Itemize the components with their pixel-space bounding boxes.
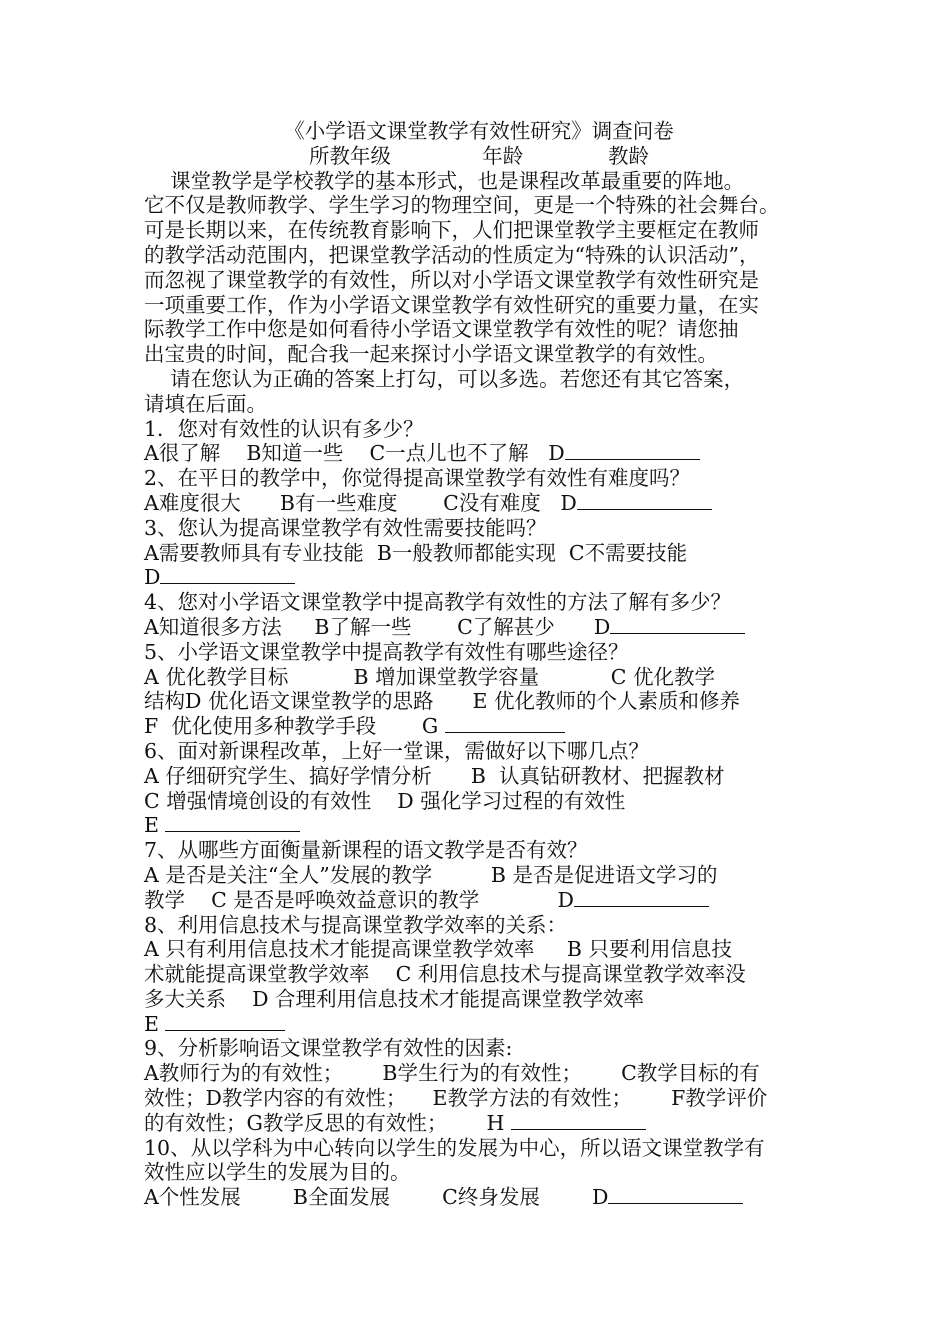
question-2: 2、在平日的教学中，你觉得提高课堂教学有效性有难度吗？ <box>144 466 691 491</box>
question-3: 3、您认为提高课堂教学有效性需要技能吗？ <box>144 515 547 540</box>
intro-line: 它不仅是教师教学、学生学习的物理空间，更是一个特殊的社会舞台。 <box>144 193 780 218</box>
question-5: 5、小学语文课堂教学中提高教学有效性有哪些途径？ <box>144 639 629 664</box>
question-1-options <box>144 441 814 466</box>
answer-blank[interactable] <box>574 888 709 907</box>
question-6: 6、面对新课程改革，上好一堂课，需做好以下哪几点？ <box>144 738 650 763</box>
questionnaire-page <box>144 119 814 1210</box>
options-text: A个性发展 B全面发展 C终身发展 D <box>144 1185 609 1210</box>
options-text: E <box>144 1011 166 1036</box>
answer-blank[interactable] <box>165 813 300 832</box>
answer-blank[interactable] <box>608 1185 743 1204</box>
question-6-options: A 仔细研究学生、搞好学情分析 B 认真钻研教材、把握教材 <box>144 763 725 788</box>
intro-line: 课堂教学是学校教学的基本形式，也是课程改革最重要的阵地。 <box>144 168 745 193</box>
intro-line: 而忽视了课堂教学的有效性，所以对小学语文课堂教学有效性研究是 <box>144 267 759 292</box>
question-8: 8、利用信息技术与提高课堂教学效率的关系： <box>144 912 568 937</box>
options-text: A知道很多方法 B了解一些 C了解甚少 D <box>144 614 611 639</box>
question-9-options <box>144 1111 814 1136</box>
question-7-options: A 是否是关注“全人”发展的教学 B 是否是促进语文学习的 <box>144 862 718 887</box>
options-text: 的有效性；G教学反思的有效性； H <box>144 1110 511 1135</box>
answer-blank[interactable] <box>610 615 745 634</box>
intro-line: 出宝贵的时间，配合我一起来探讨小学语文课堂教学的有效性。 <box>144 342 718 367</box>
question-8-options <box>144 1012 814 1037</box>
answer-blank[interactable] <box>511 1111 646 1130</box>
answer-blank[interactable] <box>577 491 712 510</box>
options-text: E <box>144 813 166 838</box>
question-6-options <box>144 813 814 838</box>
options-text: A难度很大 B有一些难度 C没有难度 D <box>144 490 577 515</box>
options-text: A很了解 B知道一些 C一点儿也不了解 D <box>144 441 565 466</box>
options-text: D <box>144 565 161 590</box>
question-8-options: 多大关系 D 合理利用信息技术才能提高课堂教学效率 <box>144 986 645 1011</box>
question-10-options <box>144 1185 814 1210</box>
question-3-options-d <box>144 565 814 590</box>
answer-blank[interactable] <box>160 565 295 584</box>
question-9-options: A教师行为的有效性； B学生行为的有效性； C教学目标的有 <box>144 1061 760 1086</box>
answer-blank[interactable] <box>565 441 700 460</box>
question-10: 10、从以学科为中心转向以学生的发展为中心，所以语文课堂教学有 <box>144 1135 765 1160</box>
options-text: F 优化使用多种教学手段 G <box>144 714 445 739</box>
question-10: 效性应以学生的发展为目的。 <box>144 1160 411 1185</box>
question-4: 4、您对小学语文课堂教学中提高教学有效性的方法了解有多少？ <box>144 590 732 615</box>
question-5-options: 结构D 优化语文课堂教学的思路 E 优化教师的个人素质和修养 <box>144 689 741 714</box>
question-5-options: A 优化教学目标 B 增加课堂教学容量 C 优化教学 <box>144 664 715 689</box>
question-8-options: A 只有利用信息技术才能提高课堂教学效率 B 只要利用信息技 <box>144 937 732 962</box>
teacher-info-line: 所教年级 年龄 教龄 <box>309 143 649 168</box>
answer-blank[interactable] <box>165 1012 285 1031</box>
question-4-options <box>144 615 814 640</box>
question-6-options: C 增强情境创设的有效性 D 强化学习过程的有效性 <box>144 788 626 813</box>
question-2-options <box>144 491 814 516</box>
options-text: 教学 C 是否是呼唤效益意识的教学 D <box>144 887 574 912</box>
question-7: 7、从哪些方面衡量新课程的语文教学是否有效？ <box>144 838 588 863</box>
instruction-line: 请填在后面。 <box>144 391 267 416</box>
intro-line: 际教学工作中您是如何看待小学语文课堂教学有效性的呢？请您抽 <box>144 317 739 342</box>
question-3-options: A需要教师具有专业技能 B一般教师都能实现 C不需要技能 <box>144 540 688 565</box>
answer-blank[interactable] <box>445 714 565 733</box>
question-9-options: 效性；D教学内容的有效性； E教学方法的有效性； F教学评价 <box>144 1086 768 1111</box>
document-title: 《小学语文课堂教学有效性研究》调查问卷 <box>284 119 674 143</box>
question-8-options: 术就能提高课堂教学效率 C 利用信息技术与提高课堂教学效率没 <box>144 962 746 987</box>
question-5-options <box>144 714 814 739</box>
question-1: 1．您对有效性的认识有多少？ <box>144 416 424 441</box>
intro-line: 一项重要工作，作为小学语文课堂教学有效性研究的重要力量，在实 <box>144 292 759 317</box>
intro-line: 可是长期以来，在传统教育影响下，人们把课堂教学主要框定在教师 <box>144 218 759 243</box>
question-9: 9、分析影响语文课堂教学有效性的因素: <box>144 1036 513 1061</box>
instruction-line: 请在您认为正确的答案上打勾，可以多选。若您还有其它答案， <box>144 366 745 391</box>
question-7-options <box>144 888 814 913</box>
intro-line: 的教学活动范围内，把课堂教学活动的性质定为“特殊的认识活动”， <box>144 242 760 267</box>
